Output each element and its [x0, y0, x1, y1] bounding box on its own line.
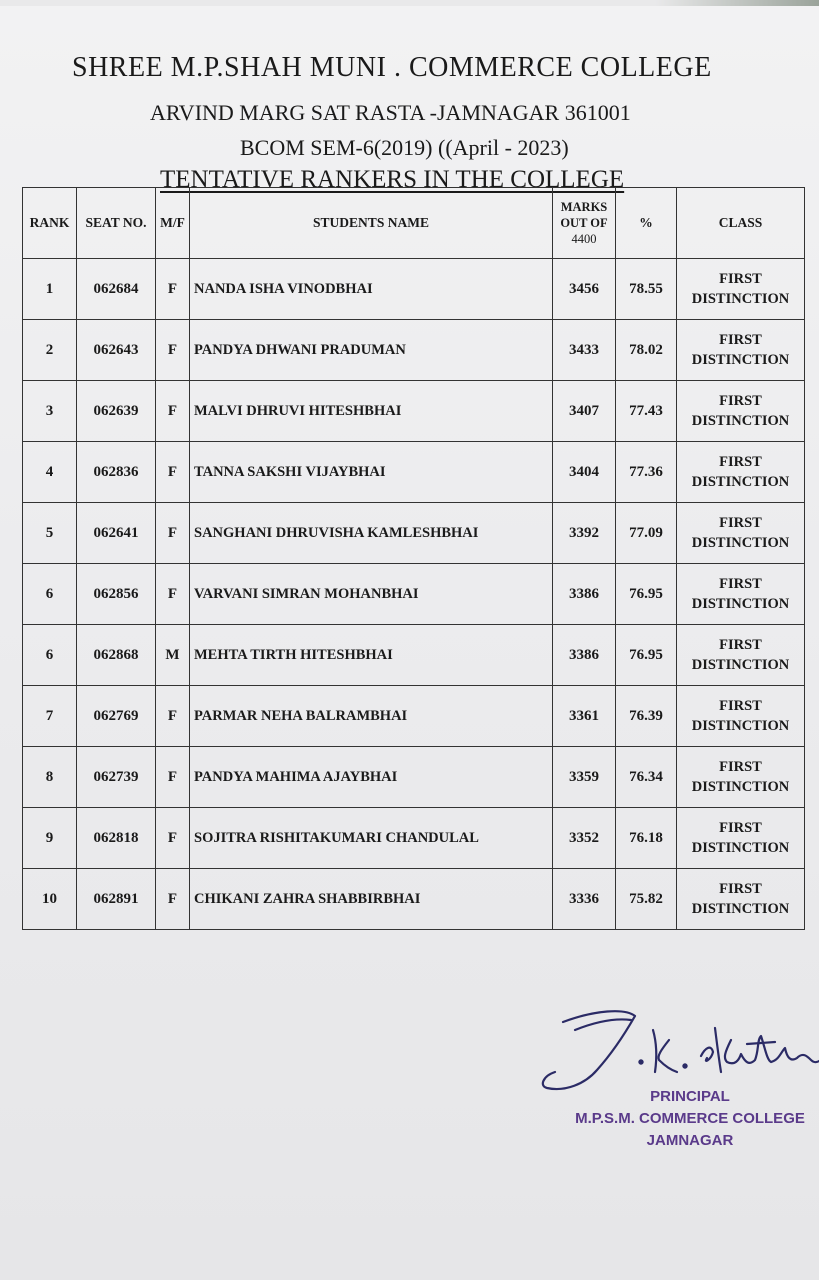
table-row	[23, 808, 805, 869]
class-line-1: FIRST	[719, 637, 762, 653]
percent-cell: 77.36	[616, 442, 677, 503]
rankers-table	[22, 187, 805, 930]
percent-cell: 75.82	[616, 869, 677, 930]
table-row	[23, 564, 805, 625]
name-cell: MALVI DHRUVI HITESHBHAI	[190, 381, 553, 442]
stamp-college: M.P.S.M. COMMERCE COLLEGE	[575, 1110, 805, 1127]
col-gender-header: M/F	[156, 188, 190, 259]
class-cell	[677, 808, 805, 869]
marks-cell: 3386	[553, 625, 616, 686]
rank-cell: 1	[23, 259, 77, 320]
class-line-2: DISTINCTION	[691, 352, 790, 368]
percent-cell: 77.43	[616, 381, 677, 442]
marks-cell: 3392	[553, 503, 616, 564]
name-cell: PANDYA DHWANI PRADUMAN	[190, 320, 553, 381]
percent-cell: 76.95	[616, 625, 677, 686]
name-cell: CHIKANI ZAHRA SHABBIRBHAI	[190, 869, 553, 930]
percent-cell: 76.34	[616, 747, 677, 808]
col-name-header: STUDENTS NAME	[190, 188, 553, 259]
gender-cell: M	[156, 625, 190, 686]
name-cell: SANGHANI DHRUVISHA KAMLESHBHAI	[190, 503, 553, 564]
table-header-row	[23, 188, 805, 259]
class-line-2: DISTINCTION	[691, 474, 790, 490]
marks-header-line2: OUT OF	[560, 216, 608, 230]
class-line-1: FIRST	[719, 454, 762, 470]
marks-cell: 3404	[553, 442, 616, 503]
class-cell	[677, 686, 805, 747]
marks-cell: 3336	[553, 869, 616, 930]
gender-cell: F	[156, 320, 190, 381]
name-cell: SOJITRA RISHITAKUMARI CHANDULAL	[190, 808, 553, 869]
marks-header-line1: MARKS	[560, 200, 608, 214]
class-line-2: DISTINCTION	[691, 657, 790, 673]
marks-cell: 3352	[553, 808, 616, 869]
table-row	[23, 686, 805, 747]
seat-cell: 062891	[77, 869, 156, 930]
gender-cell: F	[156, 869, 190, 930]
percent-cell: 76.39	[616, 686, 677, 747]
seat-cell: 062868	[77, 625, 156, 686]
name-cell: VARVANI SIMRAN MOHANBHAI	[190, 564, 553, 625]
marks-cell: 3433	[553, 320, 616, 381]
class-line-1: FIRST	[719, 332, 762, 348]
class-cell	[677, 442, 805, 503]
table-row	[23, 747, 805, 808]
gender-cell: F	[156, 503, 190, 564]
class-cell	[677, 869, 805, 930]
principal-signature	[535, 1000, 819, 1100]
stamp-city: JAMNAGAR	[646, 1132, 734, 1149]
class-line-2: DISTINCTION	[691, 718, 790, 734]
name-cell: PANDYA MAHIMA AJAYBHAI	[190, 747, 553, 808]
rank-cell: 3	[23, 381, 77, 442]
class-line-1: FIRST	[719, 820, 762, 836]
rank-cell: 10	[23, 869, 77, 930]
rank-cell: 9	[23, 808, 77, 869]
name-cell: PARMAR NEHA BALRAMBHAI	[190, 686, 553, 747]
paper-edge	[0, 0, 819, 6]
gender-cell: F	[156, 259, 190, 320]
table-row	[23, 381, 805, 442]
percent-cell: 76.18	[616, 808, 677, 869]
marks-cell: 3456	[553, 259, 616, 320]
table-row	[23, 503, 805, 564]
class-line-2: DISTINCTION	[691, 779, 790, 795]
rank-cell: 8	[23, 747, 77, 808]
col-seat-header: SEAT NO.	[77, 188, 156, 259]
percent-cell: 76.95	[616, 564, 677, 625]
college-name: SHREE M.P.SHAH MUNI . COMMERCE COLLEGE	[72, 52, 712, 83]
percent-cell: 77.09	[616, 503, 677, 564]
seat-cell: 062684	[77, 259, 156, 320]
class-cell	[677, 320, 805, 381]
class-line-2: DISTINCTION	[691, 291, 790, 307]
table-row	[23, 259, 805, 320]
seat-cell: 062739	[77, 747, 156, 808]
table-row	[23, 869, 805, 930]
col-rank-header: RANK	[23, 188, 77, 259]
class-line-1: FIRST	[719, 881, 762, 897]
marks-header-line3: 4400	[571, 232, 597, 246]
rank-cell: 4	[23, 442, 77, 503]
seat-cell: 062639	[77, 381, 156, 442]
class-line-1: FIRST	[719, 698, 762, 714]
table-row	[23, 320, 805, 381]
rank-cell: 6	[23, 564, 77, 625]
class-cell	[677, 625, 805, 686]
class-cell	[677, 747, 805, 808]
class-line-2: DISTINCTION	[691, 596, 790, 612]
exam-title: BCOM SEM-6(2019) ((April - 2023)	[240, 135, 569, 160]
class-line-2: DISTINCTION	[691, 901, 790, 917]
gender-cell: F	[156, 808, 190, 869]
seat-cell: 062641	[77, 503, 156, 564]
table-row	[23, 625, 805, 686]
seat-cell: 062836	[77, 442, 156, 503]
marks-cell: 3386	[553, 564, 616, 625]
gender-cell: F	[156, 442, 190, 503]
percent-cell: 78.02	[616, 320, 677, 381]
class-line-1: FIRST	[719, 759, 762, 775]
col-percent-header: %	[616, 188, 677, 259]
class-line-1: FIRST	[719, 576, 762, 592]
class-cell	[677, 381, 805, 442]
rank-cell: 6	[23, 625, 77, 686]
seat-cell: 062769	[77, 686, 156, 747]
rank-cell: 7	[23, 686, 77, 747]
rank-cell: 2	[23, 320, 77, 381]
class-cell	[677, 259, 805, 320]
col-class-header: CLASS	[677, 188, 805, 259]
percent-cell: 78.55	[616, 259, 677, 320]
class-cell	[677, 503, 805, 564]
name-cell: MEHTA TIRTH HITESHBHAI	[190, 625, 553, 686]
class-line-2: DISTINCTION	[691, 840, 790, 856]
name-cell: NANDA ISHA VINODBHAI	[190, 259, 553, 320]
class-line-1: FIRST	[719, 515, 762, 531]
class-line-1: FIRST	[719, 393, 762, 409]
gender-cell: F	[156, 747, 190, 808]
marks-cell: 3359	[553, 747, 616, 808]
seat-cell: 062643	[77, 320, 156, 381]
gender-cell: F	[156, 686, 190, 747]
document-title: TENTATIVE RANKERS IN THE COLLEGE	[160, 166, 625, 193]
rank-cell: 5	[23, 503, 77, 564]
class-line-1: FIRST	[719, 271, 762, 287]
seat-cell: 062818	[77, 808, 156, 869]
marks-cell: 3407	[553, 381, 616, 442]
marks-cell: 3361	[553, 686, 616, 747]
gender-cell: F	[156, 564, 190, 625]
col-marks-header	[553, 188, 616, 259]
stamp-title: PRINCIPAL	[650, 1088, 730, 1105]
name-cell: TANNA SAKSHI VIJAYBHAI	[190, 442, 553, 503]
principal-stamp	[560, 1086, 819, 1152]
table-row	[23, 442, 805, 503]
college-address: ARVIND MARG SAT RASTA -JAMNAGAR 361001	[150, 100, 631, 125]
class-cell	[677, 564, 805, 625]
seat-cell: 062856	[77, 564, 156, 625]
gender-cell: F	[156, 381, 190, 442]
class-line-2: DISTINCTION	[691, 535, 790, 551]
class-line-2: DISTINCTION	[691, 413, 790, 429]
